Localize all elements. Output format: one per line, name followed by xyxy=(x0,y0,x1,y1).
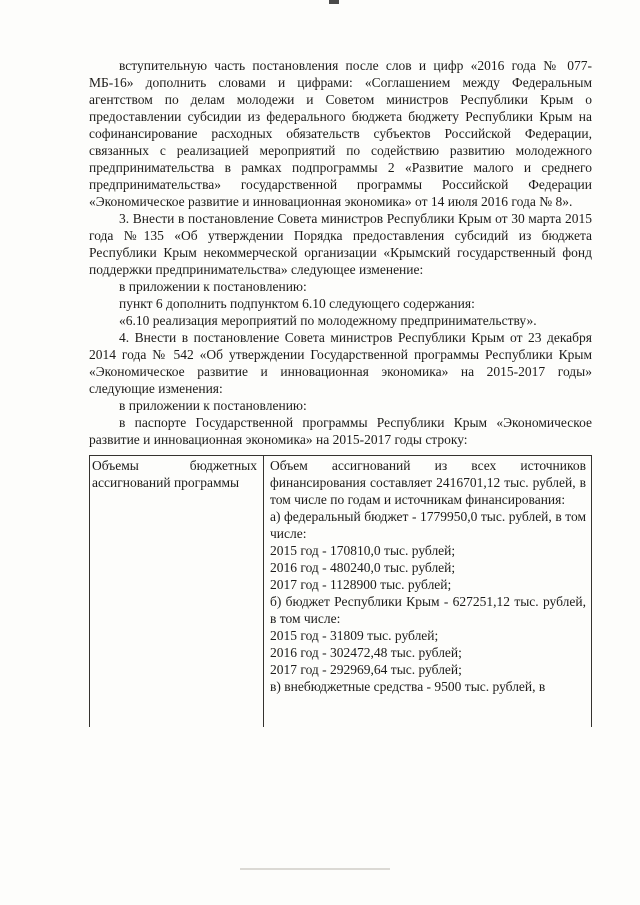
line-annex-reference-1: в приложении к постановлению: xyxy=(119,279,307,294)
table-value-line: Объем ассигнований из всех источников финансирования составляет 2416701,12 тыс. рублей, в том числе по годам и источникам финансирования: xyxy=(270,458,586,507)
table-value-line: в) внебюджетные средства - 9500 тыс. рублей, в xyxy=(270,679,546,694)
table-value-line: б) бюджет Республики Крым - 627251,12 тыс. рублей, в том числе: xyxy=(270,594,586,626)
paragraph-passport-intro: в паспорте Государственной программы Республики Крым «Экономическое развитие и инновационная экономика» на 2015-2017 годы строку: xyxy=(89,415,592,447)
scan-artifact-top xyxy=(329,0,339,4)
paragraph-item-3: 3. Внести в постановление Совета министров Республики Крым от 30 марта 2015 года №135 «Об утверждении Порядка предоставления субсидий из бюджета Республики Крым некоммерческой организации «Крымский государственный фонд поддержки предпринимательства» следующее изменение: xyxy=(89,211,592,277)
budget-allocations-table xyxy=(89,455,592,727)
table-value-line: 2015 год - 31809 тыс. рублей; xyxy=(270,628,439,643)
line-subpoint-610: «6.10 реализация мероприятий по молодежному предпринимательству». xyxy=(119,313,537,328)
paragraph-amend-preamble: вступительную часть постановления после слов и цифр «2016 года № 077-МБ-16» дополнить словами и цифрами: «Соглашением между Федеральным агентством по делам молодежи и Советом министров Республики Крым о предоставлении субсидии из федерального бюджета бюджету Республики Крым на софинансирование расходных обязательств субъектов Российской Федерации, связанных с реализацией мероприятий по содействию развитию молодежного предпринимательства в рамках подпрограммы 2 «Развитие малого и среднего предпринимательства» государственной программы Российской Федерации «Экономическое развитие и инновационная экономика» от 14 июля 2016 года № 8». xyxy=(89,58,592,209)
table-value-line: 2017 год - 1128900 тыс. рублей; xyxy=(270,577,452,592)
document-body xyxy=(89,57,592,727)
table-value-line: 2015 год - 170810,0 тыс. рублей; xyxy=(270,543,456,558)
scan-artifact-bottom xyxy=(240,868,390,870)
table-value-line: 2016 год - 302472,48 тыс. рублей; xyxy=(270,645,462,660)
table-value-line: 2016 год - 480240,0 тыс. рублей; xyxy=(270,560,456,575)
table-cell-row-label: Объемы бюджетных ассигнований программы xyxy=(90,456,264,727)
paragraph-item-4: 4. Внести в постановление Совета министров Республики Крым от 23 декабря 2014 года № 542 «Об утверждении Государственной программы Республики Крым «Экономическое развитие и инновационная экономика» на 2015-2017 годы» следующие изменения: xyxy=(89,330,592,396)
line-annex-reference-2: в приложении к постановлению: xyxy=(119,398,307,413)
table-cell-row-value xyxy=(264,456,591,727)
table-value-line: 2017 год - 292969,64 тыс. рублей; xyxy=(270,662,462,677)
table-value-line: а) федеральный бюджет - 1779950,0 тыс. рублей, в том числе: xyxy=(270,509,586,541)
line-point-6-amendment: пункт 6 дополнить подпунктом 6.10 следующего содержания: xyxy=(119,296,475,311)
